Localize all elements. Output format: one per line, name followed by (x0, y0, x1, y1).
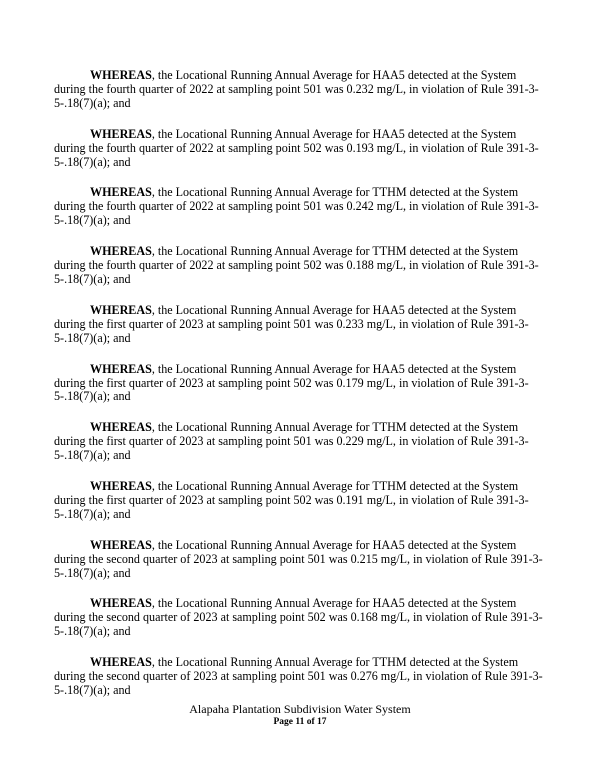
whereas-paragraph (54, 186, 546, 228)
paragraph-lead: WHEREAS (90, 361, 152, 376)
paragraph-text: , the Locational Running Annual Average for TTHM detected at the System during the first quarter of 2023 at sampling point 502 was 0.191 mg/L, in violation of Rule 391-3-5-.18(7)(a); and (54, 479, 529, 521)
whereas-paragraph (54, 597, 546, 639)
paragraph-lead: WHEREAS (90, 185, 152, 200)
paragraph-text: , the Locational Running Annual Average for TTHM detected at the System during the second quarter of 2023 at sampling point 501 was 0.276 mg/L, in violation of Rule 391-3-5-.18(7)(a); and (54, 655, 543, 697)
paragraph-lead: WHEREAS (90, 596, 152, 611)
paragraph-text: , the Locational Running Annual Average for HAA5 detected at the System during the fourth quarter of 2022 at sampling point 501 was 0.232 mg/L, in violation of Rule 391-3-5-.18(7)(a); and (54, 68, 539, 110)
paragraph-lead: WHEREAS (90, 244, 152, 259)
page-number: Page 11 of 17 (273, 717, 327, 727)
whereas-paragraph (54, 128, 546, 170)
paragraph-lead: WHEREAS (90, 479, 152, 494)
paragraph-lead: WHEREAS (90, 537, 152, 552)
footer-title: Alapaha Plantation Subdivision Water System (189, 702, 411, 716)
paragraph-lead: WHEREAS (90, 126, 152, 141)
paragraph-lead: WHEREAS (90, 302, 152, 317)
paragraph-lead: WHEREAS (90, 420, 152, 435)
whereas-paragraph (54, 245, 546, 287)
whereas-paragraph (54, 69, 546, 111)
paragraph-text: , the Locational Running Annual Average for HAA5 detected at the System during the second quarter of 2023 at sampling point 502 was 0.168 mg/L, in violation of Rule 391-3-5-.18(7)(a); and (54, 596, 543, 639)
whereas-paragraph (54, 304, 546, 346)
paragraph-text: , the Locational Running Annual Average for HAA5 detected at the System during the fourth quarter of 2022 at sampling point 502 was 0.193 mg/L, in violation of Rule 391-3-5-.18(7)(a); and (54, 126, 539, 169)
whereas-paragraph (54, 539, 546, 581)
paragraph-text: , the Locational Running Annual Average for TTHM detected at the System during the fourth quarter of 2022 at sampling point 502 was 0.188 mg/L, in violation of Rule 391-3-5-.18(7)(a); and (54, 244, 539, 286)
whereas-paragraph (54, 363, 546, 405)
page-footer (0, 702, 600, 728)
paragraph-text: , the Locational Running Annual Average for HAA5 detected at the System during the first quarter of 2023 at sampling point 501 was 0.233 mg/L, in violation of Rule 391-3-5-.18(7)(a); and (54, 302, 529, 345)
whereas-paragraph (54, 421, 546, 463)
paragraph-text: , the Locational Running Annual Average for TTHM detected at the System during the first quarter of 2023 at sampling point 501 was 0.229 mg/L, in violation of Rule 391-3-5-.18(7)(a); and (54, 420, 529, 463)
paragraph-text: , the Locational Running Annual Average for HAA5 detected at the System during the second quarter of 2023 at sampling point 501 was 0.215 mg/L, in violation of Rule 391-3-5-.18(7)(a); and (54, 537, 543, 580)
paragraph-lead: WHEREAS (90, 68, 152, 82)
paragraph-lead: WHEREAS (90, 655, 152, 670)
paragraph-text: , the Locational Running Annual Average for TTHM detected at the System during the fourth quarter of 2022 at sampling point 501 was 0.242 mg/L, in violation of Rule 391-3-5-.18(7)(a); and (54, 185, 539, 228)
document-body (54, 69, 546, 715)
whereas-paragraph (54, 656, 546, 698)
paragraph-text: , the Locational Running Annual Average for HAA5 detected at the System during the first quarter of 2023 at sampling point 502 was 0.179 mg/L, in violation of Rule 391-3-5-.18(7)(a); and (54, 361, 529, 404)
whereas-paragraph (54, 480, 546, 522)
